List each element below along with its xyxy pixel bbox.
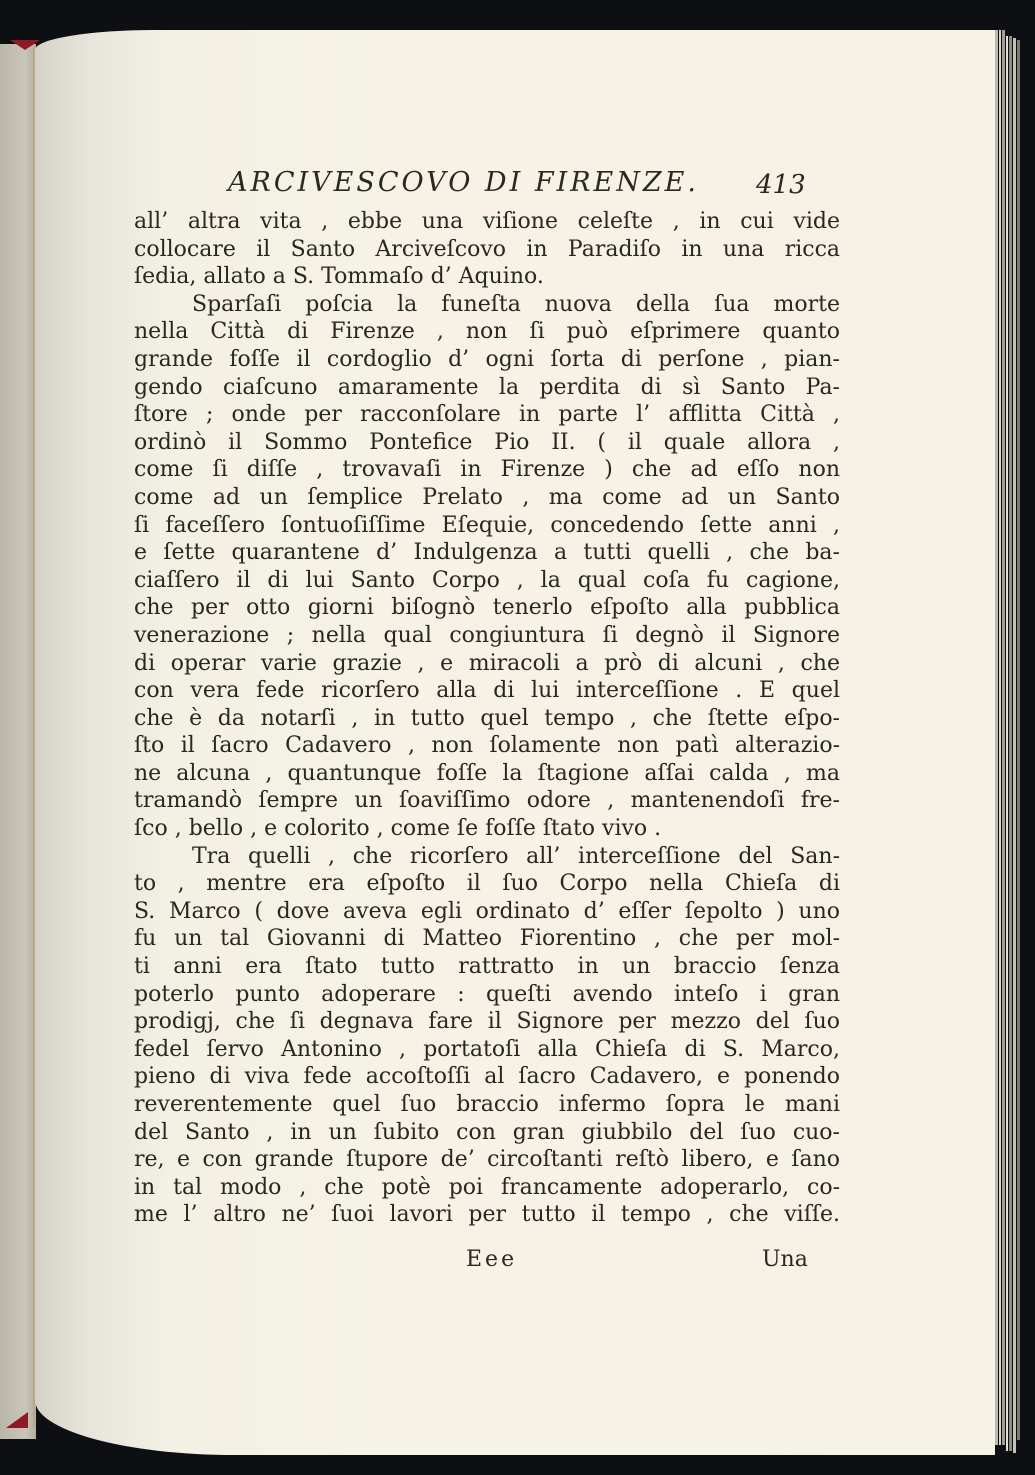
page-stack-edge [1013,38,1016,1453]
running-head: ARCIVESCOVO DI FIRENZE. [228,167,699,198]
catchword: Una [762,1247,808,1272]
text-line: e ſette quarantene d’ Indulgenza a tutti quelli , che ba- [134,540,840,566]
text-line: gendo ciaſcuno amaramente la perdita di sì Santo Pa- [134,374,840,400]
text-line: ſi faceſſero ſontuoſiſſime Eſequie, concedendo ſette anni , [134,512,840,538]
text-line: collocare il Santo Arciveſcovo in Paradiſo in una ricca [134,236,840,262]
text-line: ſco , bello , e colorito , come ſe foſſe ſtato vivo . [134,816,662,842]
text-line: ſto il ſacro Cadavero , non ſolamente non patì alterazio- [134,733,840,759]
text-line: reverentemente quel ſuo braccio infermo ſopra le mani [134,1092,840,1117]
signature-mark: Eee [466,1247,518,1272]
text-line: all’ altra vita , ebbe una viſione celeſte , in cui vide [134,209,840,234]
page-stack-edge [995,30,998,1445]
text-line: nella Città di Firenze , non ſi può eſprimere quanto [134,319,840,345]
text-line: del Santo , in un ſubito con gran giubbilo del ſuo cuo- [134,1119,840,1145]
text-line: pieno di viva fede accoſtoſſi al ſacro Cadavero, e ponendo [134,1064,840,1090]
text-line: come ſi diſſe , trovavaſi in Firenze ) che ad eſſo non [134,457,840,483]
text-line: ti anni era ſtato tutto rattratto in un braccio ſenza [134,954,840,980]
text-line: ciaſſero il di lui Santo Corpo , la qual coſa fu cagione, [134,567,840,593]
text-line: che è da notarſi , in tutto quel tempo , che ſtette eſpo- [134,705,840,731]
text-line: ne alcuna , quantunque foſſe la ſtagione aſſai calda , ma [134,760,840,786]
text-line: in tal modo , che potè poi francamente adoperarlo, co- [134,1174,840,1200]
page-stack-edge [1002,30,1005,1445]
text-line: Tra quelli , che ricorſero all’ interceſſione del San- [192,843,840,869]
page-stack-edge [1006,36,1008,1451]
text-line: fu un tal Giovanni di Matteo Fiorentino , che per mol- [134,926,840,952]
page-stack-edge [1009,36,1012,1451]
text-line: ſedia, allato a S. Tommaſo d’ Aquino. [134,264,544,290]
text-line: me l’ altro ne’ ſuoi lavori per tutto il tempo , che viſſe. [134,1202,840,1228]
text-line: venerazione ; nella qual congiuntura ſi degnò il Signore [134,622,840,648]
facing-page-edge [0,44,36,1439]
text-line: ordinò il Sommo Pontefice Pio II. ( il quale allora , [134,429,840,455]
text-line: S. Marco ( dove aveva egli ordinato d’ eſſer ſepolto ) uno [134,898,840,924]
text-line: grande foſſe il cordoglio d’ ogni ſorta di perſone , pian- [134,346,840,372]
text-line: di operar varie grazie , e miracoli a prò di alcuni , che [134,650,840,676]
text-line: tramandò ſempre un ſoaviſſimo odore , mantenendoſi fre- [134,788,840,814]
body-text [134,208,840,1229]
text-line: con vera fede ricorſero alla di lui interceſſione . E quel [134,678,840,704]
text-line: ſtore ; onde per racconſolare in parte l’ afflitta Città , [134,402,840,428]
text-line: che per otto giorni biſognò tenerlo eſpoſto alla pubblica [134,595,840,621]
page-stack-edge [999,30,1001,1445]
text-line: to , mentre era eſpoſto il ſuo Corpo nella Chieſa di [134,871,840,897]
text-line: poterlo punto adoperare : queſti avendo inteſo i gran [134,981,840,1007]
text-line: prodigj, che ſi degnava fare il Signore per mezzo del ſuo [134,1009,840,1035]
page-number: 413 [756,170,806,200]
text-line: Sparſaſi poſcia la funeſta nuova della ſua morte [192,291,840,317]
page-stack-edge [1017,40,1020,1440]
text-line: fedel ſervo Antonino , portatoſi alla Chieſa di S. Marco, [134,1036,840,1062]
text-line: come ad un ſemplice Prelato , ma come ad un Santo [134,484,840,510]
text-line: re, e con grande ſtupore de’ circoſtanti reſtò libero, e ſano [134,1147,840,1173]
